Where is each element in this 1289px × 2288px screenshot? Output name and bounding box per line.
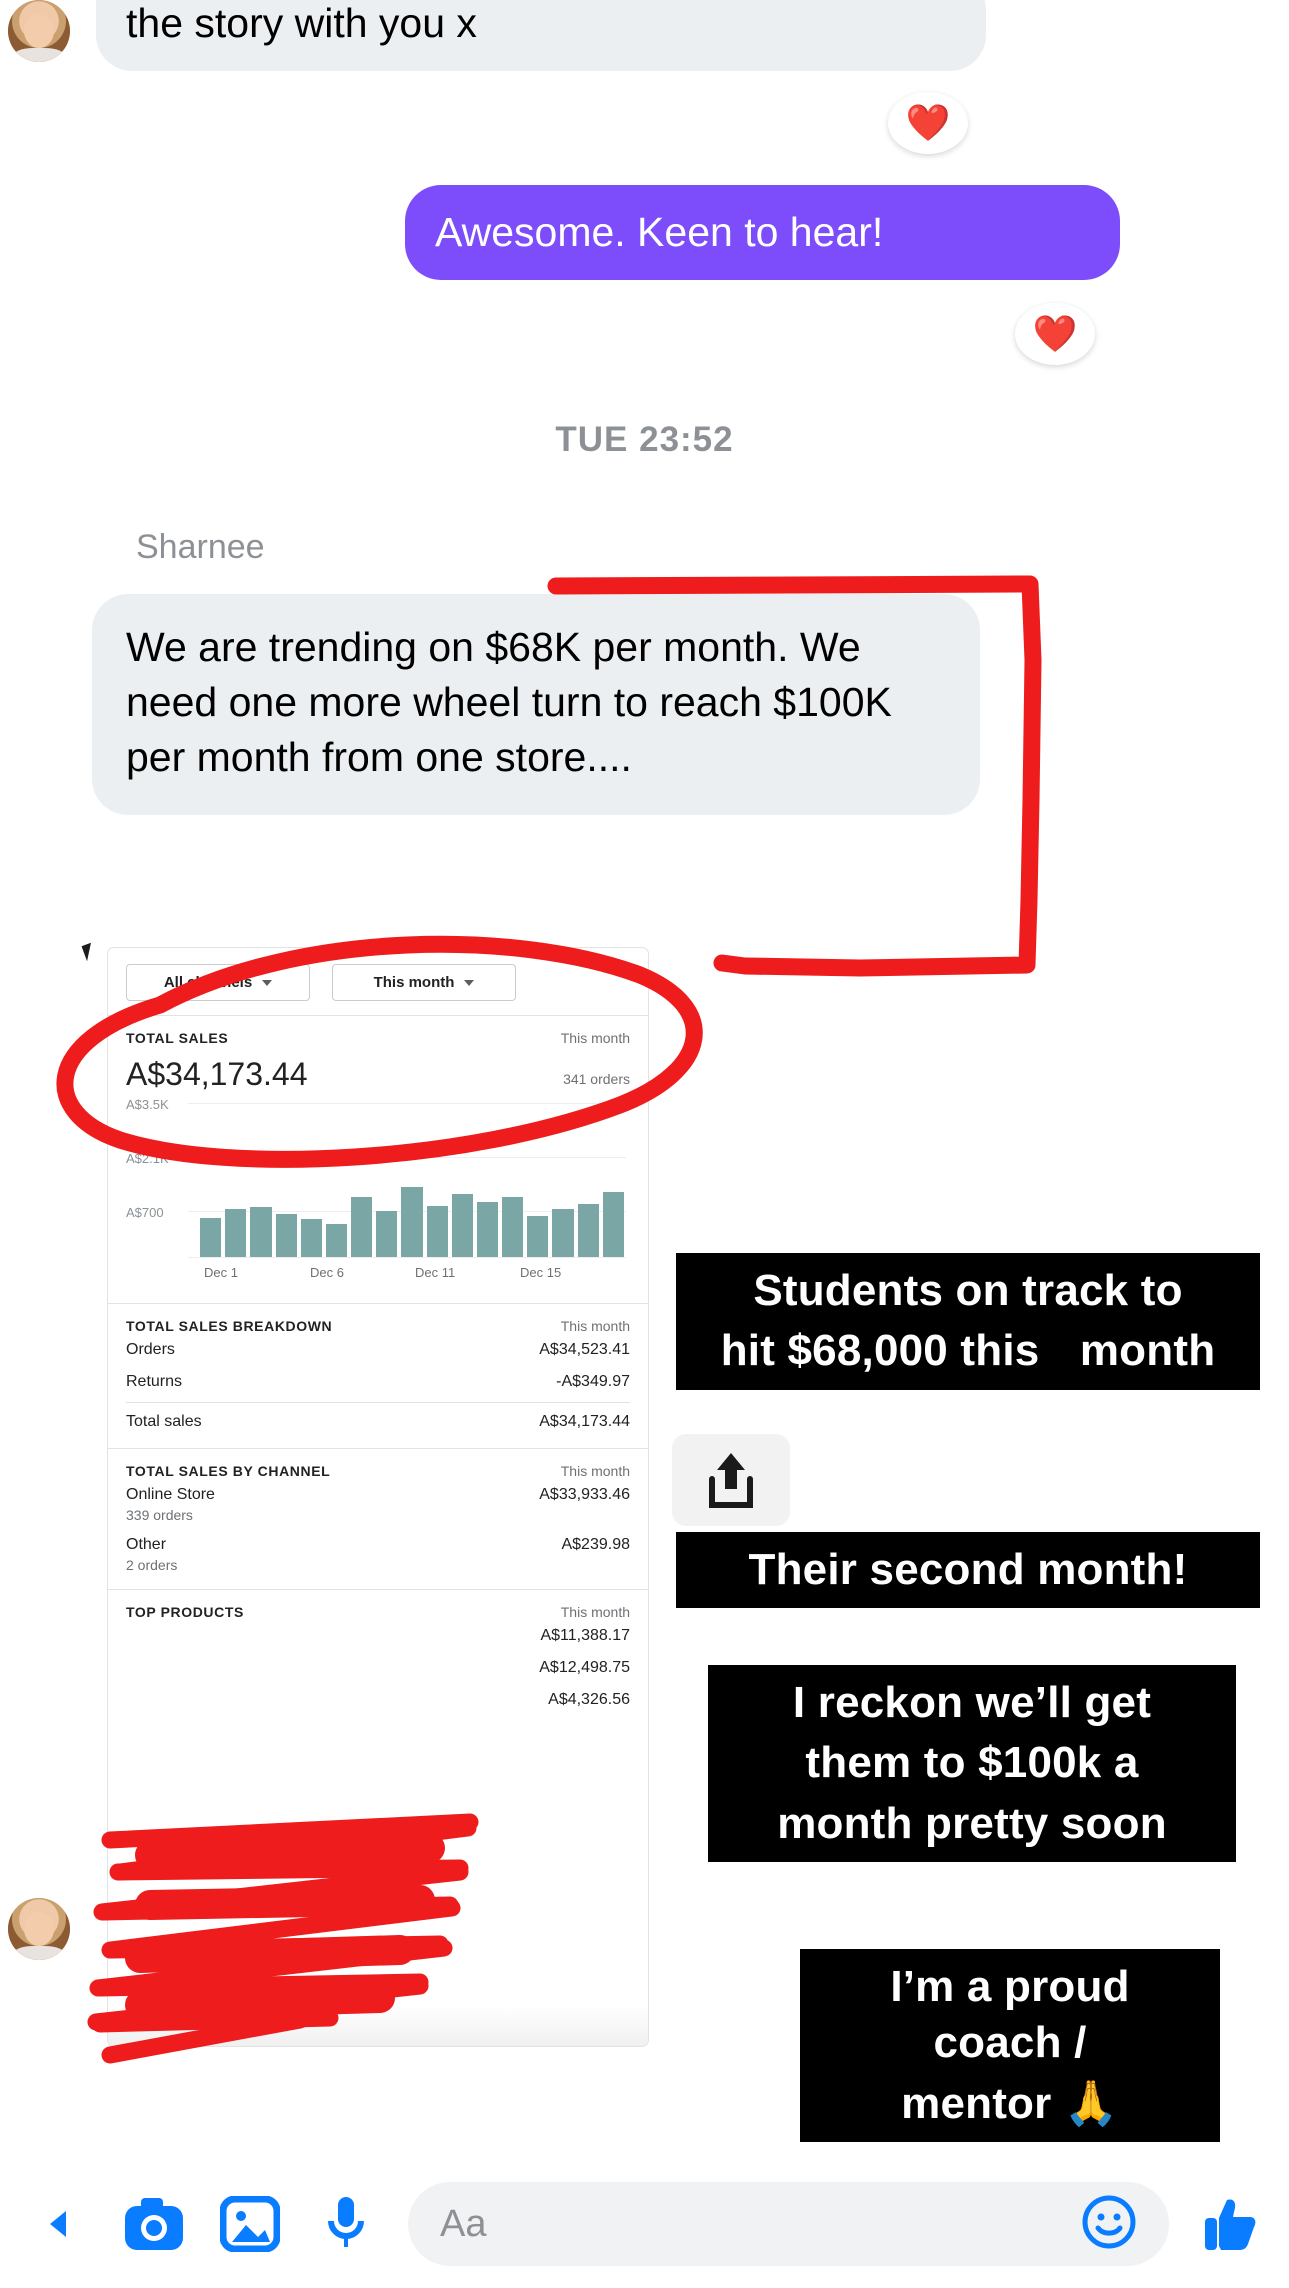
x-tick-3: Dec 15 [520, 1265, 562, 1280]
story-line: month pretty soon [763, 1794, 1181, 1854]
chart-bar [401, 1187, 422, 1257]
story-line: month [1066, 1321, 1229, 1381]
row-value: A$4,326.56 [548, 1691, 630, 1708]
analytics-filters[interactable] [108, 948, 648, 1015]
chart-bar [603, 1192, 624, 1257]
message-input[interactable] [408, 2182, 1169, 2266]
gallery-icon[interactable] [202, 2176, 298, 2272]
chart-bar [276, 1214, 297, 1257]
by-channel-title: TOTAL SALES BY CHANNEL [126, 1463, 331, 1479]
thumbs-up-glyph [1203, 2194, 1259, 2254]
story-line: Students on track to [739, 1261, 1196, 1321]
row-label: Other [126, 1536, 167, 1553]
breakdown-period: This month [560, 1318, 630, 1334]
chart-bar [452, 1194, 473, 1257]
channel-filter-label: All channels [163, 974, 253, 991]
chart-bar [376, 1211, 397, 1257]
share-icon[interactable] [672, 1434, 790, 1526]
avatar-face [24, 14, 54, 48]
row-label: Online Store [126, 1486, 215, 1503]
x-tick-2: Dec 11 [415, 1265, 456, 1280]
timestamp-divider: TUE 23:52 [555, 420, 734, 459]
row-value: A$34,173.44 [539, 1413, 630, 1430]
total-sales-bar-chart [126, 1093, 630, 1293]
chart-x-axis-labels [200, 1265, 624, 1287]
story-line: hit $68,000 this [707, 1321, 1054, 1381]
row-sublabel: 339 orders [126, 1507, 193, 1523]
story-text-box-2 [676, 1532, 1260, 1608]
share-glyph [704, 1449, 758, 1511]
row-value: A$11,388.17 [540, 1627, 630, 1644]
message-input-placeholder: Aa [440, 2202, 487, 2245]
story-line: them to $100k a [791, 1733, 1152, 1793]
row-label: Returns [126, 1373, 183, 1390]
by-channel-period: This month [560, 1463, 630, 1479]
camera-glyph [123, 2196, 185, 2252]
story-line: I reckon we’ll get [779, 1673, 1165, 1733]
cursor-pointer-icon [82, 943, 97, 961]
row-value: A$34,523.41 [539, 1341, 630, 1358]
chart-bar [552, 1209, 573, 1257]
avatar-shoulder [12, 1946, 66, 1960]
table-row [126, 1334, 630, 1366]
chart-bar [301, 1219, 322, 1257]
row-value: A$33,933.46 [539, 1486, 630, 1503]
camera-icon[interactable] [106, 2176, 202, 2272]
chart-bars [200, 1137, 624, 1257]
avatar[interactable] [8, 1898, 70, 1960]
microphone-glyph [324, 2195, 368, 2253]
message-bubble-incoming-long[interactable]: We are trending on $68K per month. We need one more wheel turn to reach $100K per month from one store.... [92, 594, 980, 815]
row-label: Total sales [126, 1413, 202, 1430]
total-sales-section [108, 1015, 648, 1303]
x-tick-0: Dec 1 [204, 1265, 238, 1280]
total-sales-orders-note: 341 orders [563, 1071, 630, 1087]
y-tick-2: A$700 [126, 1205, 164, 1220]
story-line: mentor 🙏 [887, 2074, 1133, 2134]
story-text-box-4 [800, 1949, 1220, 2142]
row-value: A$239.98 [561, 1536, 630, 1553]
chart-bar [200, 1218, 221, 1257]
thumbs-up-icon[interactable] [1183, 2176, 1279, 2272]
breakdown-title: TOTAL SALES BREAKDOWN [126, 1318, 333, 1334]
total-sales-by-channel-section [108, 1448, 648, 1589]
row-value: -A$349.97 [556, 1373, 630, 1390]
row-label: Orders [126, 1341, 175, 1358]
avatar[interactable] [8, 0, 70, 62]
chart-axis-line [188, 1257, 626, 1258]
top-products-title: TOP PRODUCTS [126, 1604, 244, 1620]
chart-bar [326, 1224, 347, 1257]
chart-gridline [188, 1103, 626, 1104]
total-sales-value: A$34,173.44 [126, 1056, 308, 1092]
top-products-period: This month [560, 1604, 630, 1620]
table-row [126, 1652, 630, 1684]
row-sublabel: 2 orders [126, 1557, 178, 1573]
y-tick-1: A$2.1K [126, 1151, 169, 1166]
story-line: Their second month! [735, 1540, 1202, 1600]
y-tick-0: A$3.5K [126, 1097, 169, 1112]
table-row [126, 1366, 630, 1398]
chart-y-axis-labels [126, 1093, 188, 1263]
chart-bar [502, 1197, 523, 1257]
scroll-fade [108, 2006, 648, 2046]
avatar-shoulder [12, 48, 66, 62]
message-bubble-incoming[interactable]: the story with you x [96, 0, 986, 71]
table-row [126, 1684, 630, 1716]
total-sales-period: This month [560, 1030, 630, 1046]
table-row [126, 1620, 630, 1652]
row-value: A$12,498.75 [539, 1659, 630, 1676]
message-reaction-heart[interactable]: ❤️ [1015, 303, 1095, 365]
period-filter-dropdown[interactable] [332, 964, 516, 1001]
chart-bar [527, 1216, 548, 1257]
chart-bar [225, 1209, 246, 1257]
top-products-section [108, 1589, 648, 1726]
chart-bar [578, 1204, 599, 1257]
sender-name: Sharnee [136, 528, 265, 566]
message-bubble-outgoing[interactable]: Awesome. Keen to hear! [405, 185, 1120, 280]
chevron-left-icon[interactable] [10, 2176, 106, 2272]
analytics-screenshot-attachment[interactable] [108, 948, 648, 2046]
gallery-glyph [220, 2196, 280, 2252]
total-sales-breakdown-section [108, 1303, 648, 1448]
chart-bar [351, 1197, 372, 1257]
chart-bar [427, 1206, 448, 1257]
x-tick-1: Dec 6 [310, 1265, 344, 1280]
microphone-icon[interactable] [298, 2176, 394, 2272]
story-text-box-1 [676, 1253, 1260, 1390]
message-composer-bar[interactable] [0, 2160, 1289, 2288]
chart-bar [477, 1202, 498, 1257]
period-filter-label: This month [373, 974, 455, 991]
avatar-face [24, 1912, 54, 1946]
total-sales-title: TOTAL SALES [126, 1030, 229, 1046]
channel-filter-dropdown[interactable] [126, 964, 310, 1001]
chart-bar [250, 1207, 271, 1257]
chevron-down-icon [464, 980, 474, 986]
story-line: I’m a proud coach / [820, 1957, 1200, 2074]
story-text-box-3 [708, 1665, 1236, 1862]
emoji-glyph [1081, 2194, 1137, 2250]
chevron-down-icon [262, 980, 272, 986]
table-row-total [126, 1402, 630, 1438]
emoji-icon[interactable] [1081, 2194, 1137, 2255]
message-reaction-heart[interactable]: ❤️ [888, 92, 968, 154]
